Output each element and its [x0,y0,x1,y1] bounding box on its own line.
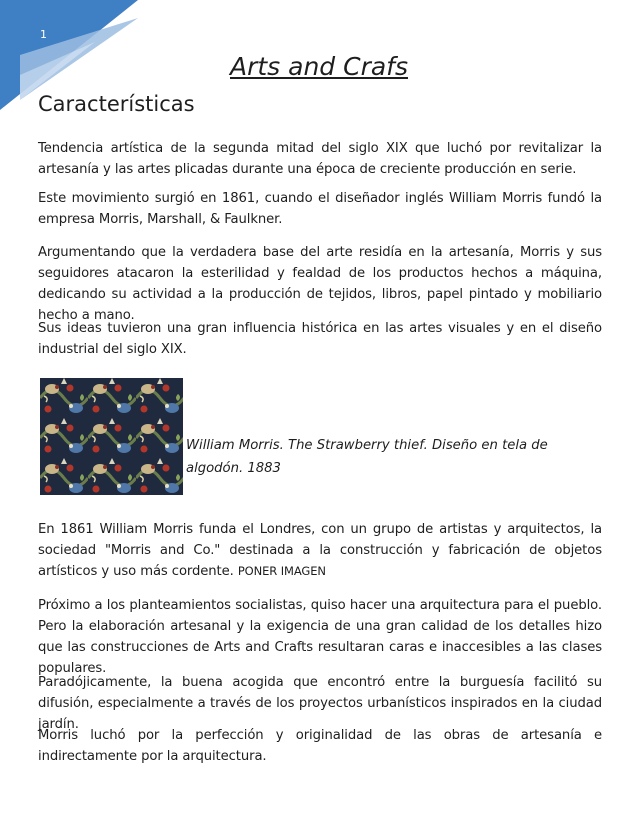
paragraph-origin: Este movimiento surgió en 1861, cuando el diseñador inglés William Morris fundó la empresa Morris, Marshall, & Faulkner. [38,191,602,227]
paragraph-morris-co-text: En 1861 William Morris funda el Londres, con un grupo de artistas y arquitectos, la sociedad "Morris and Co." destinada a la construcción y fabricación de objetos artísticos y uso más cordente. [38,522,602,579]
paragraph-morris-co [38,519,602,582]
document-title: Arts and Crafs [229,52,408,81]
paragraph-perfection: Morris luchó por la perfección y originalidad de las obras de artesanía e indirectamente por la arquitectura. [38,728,602,764]
page-number: 1 [40,28,47,41]
paragraph-socialism: Próximo a los planteamientos socialistas, quiso hacer una arquitectura para el pueblo. Pero la elaboración artesanal y la exigencia de una gran calidad de los detalles hizo que las construcciones de Arts and Crafts resultaran caras e inaccesibles a las clases populares. [38,598,602,676]
strawberry-thief-image [40,378,183,495]
paragraph-bourgeoisie: Paradójicamente, la buena acogida que encontró entre la burguesía facilitó su difusión, especialmente a través de los proyectos urbanísticos inspirados en la ciudad jardín. [38,675,602,732]
paragraph-intro: Tendencia artística de la segunda mitad del siglo XIX que luchó por revitalizar la artesanía y las artes plicadas durante una época de creciente producción en serie. [38,141,602,177]
figure-caption: William Morris. The Strawberry thief. Diseño en tela de algodón. 1883 [186,438,548,476]
paragraph-craftsmanship: Argumentando que la verdadera base del arte residía en la artesanía, Morris y sus seguidores atacaron la esterilidad y fealdad de los productos hechos a máquina, dedicando su actividad a la producción de tejidos, libros, papel pintado y mobiliario hecho a mano. [38,245,602,323]
editor-note: PONER IMAGEN [237,564,326,578]
paragraph-influence: Sus ideas tuvieron una gran influencia histórica en las artes visuales y en el diseño industrial del siglo XIX. [38,321,602,357]
section-heading: Características [38,92,195,116]
